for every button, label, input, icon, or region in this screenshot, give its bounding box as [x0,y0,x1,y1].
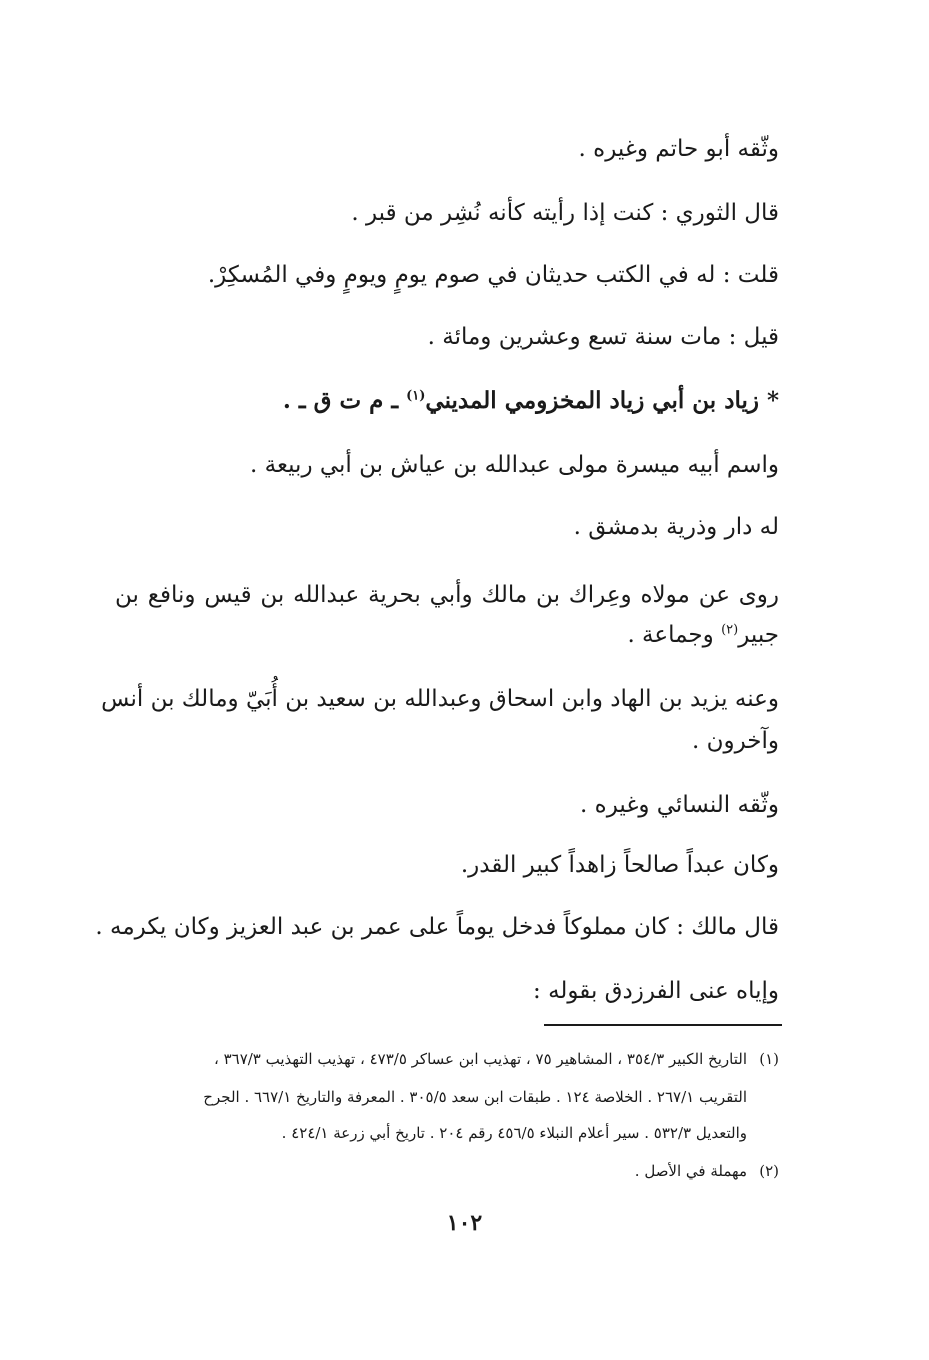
footnote-line: والتعديل ٥٣٢/٣ . سير أعلام النبلاء ٤٥٦/٥ رقم ٢٠٤ . تاريخ أبي زرعة ٤٢٤/١ . [281,1124,747,1142]
text-line: وثّقه النسائي وغيره . [580,792,779,818]
text-line: قال مالك : كان مملوكاً فدخل يوماً على عمر بن عبد العزيز وكان يكرمه . [95,914,779,940]
footnote-number: (١) [759,1050,779,1068]
text-word: جبير [738,622,779,648]
footnote-line [214,1048,779,1070]
footnote-ref: (١) [406,388,426,404]
text-line [627,620,779,650]
text-line: وإياه عنى الفرزدق بقوله : [533,978,779,1004]
text-line: وعنه يزيد بن الهاد وابن اسحاق وعبدالله بن سعيد بن أُبَيّ ومالك بن أنس [101,686,779,712]
entry-heading-symbols: ـ م ت ق ـ . [282,387,399,414]
footnote-text: التاريخ الكبير ٣٥٤/٣ ، المشاهير ٧٥ ، تهذيب ابن عساكر ٤٧٣/٥ ، تهذيب التهذيب ٣٦٧/٣ ، [213,1050,747,1068]
footnote-line: التقريب ٢٦٧/١ . الخلاصة ١٢٤ . طبقات ابن سعد ٣٠٥/٥ . المعرفة والتاريخ ٦٦٧/١ . الجرح [203,1088,747,1106]
text-line: له دار وذرية بدمشق . [573,514,779,540]
text-line: قيل : مات سنة تسع وعشرين ومائة . [427,324,779,350]
text-line: قلت : له في الكتب حديثان في صوم يومٍ ويومٍ وفي المُسكِرْ. [207,262,779,288]
entry-heading [283,386,779,416]
footnote-number: (٢) [759,1162,779,1180]
entry-heading-name: * زياد بن أبي زياد المخزومي المديني [425,387,779,414]
footnote-text: مهملة في الأصل . [634,1162,747,1180]
footnote-line [635,1160,779,1182]
text-line: قال الثوري : كنت إذا رأيته كأنه نُشِر من قبر . [351,200,779,226]
text-line: وآخرون . [691,728,779,754]
footnote-divider [544,1024,782,1026]
text-line: وثّقه أبو حاتم وغيره . [578,136,779,162]
page-number: ١٠٢ [446,1210,483,1236]
footnote-ref: (٢) [721,622,739,638]
text-word: وجماعة . [627,622,714,648]
text-line: روى عن مولاه وعِراك بن مالك وأبي بحرية عبدالله بن قيس ونافع بن [115,582,779,608]
text-line: وكان عبداً صالحاً زاهداً كبير القدر. [460,852,779,878]
text-line: واسم أبيه ميسرة مولى عبدالله بن عياش بن أبي ربيعة . [250,452,779,478]
